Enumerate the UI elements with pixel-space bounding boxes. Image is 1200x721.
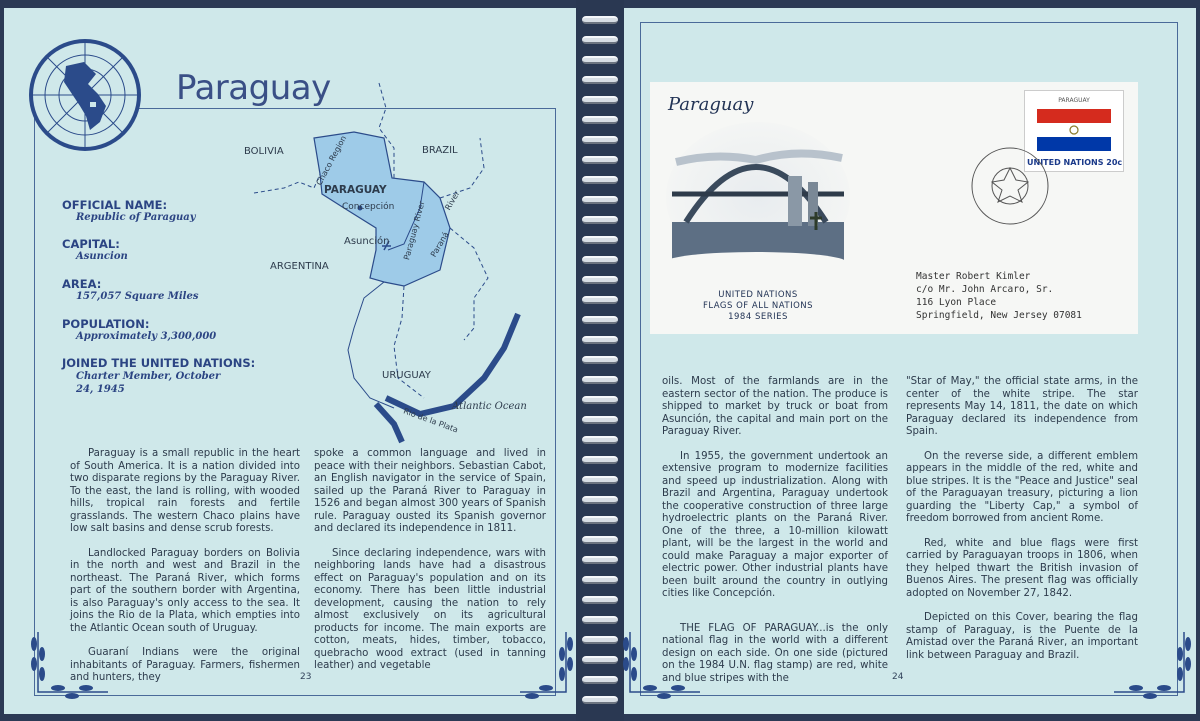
paragraph: On the reverse side, a different emblem appears in the middle of the red, white and blue stripes. It is the "Peace and Justice" seal of the Paraguayan treasury, picturing a lion guarding the "Liberty Cap," a symbol of freedom borrowed from ancient Rome. xyxy=(906,450,1138,524)
map-label-chaco: Chaco Region xyxy=(314,134,349,187)
fact-label: CAPITAL: xyxy=(62,237,120,251)
map-label-paraguay-river: Paraguay River xyxy=(402,200,427,261)
map-label-brazil: BRAZIL xyxy=(422,145,458,156)
map-label-bolivia: BOLIVIA xyxy=(244,146,284,157)
stamp-country: PARAGUAY xyxy=(1058,97,1090,104)
paragraph: In 1955, the government undertook an extensive program to modernize facilities and speed up industrialization. Along with Brazil and Argentina, Paraguay undertook the cooperative construction of three large hydroelectric plants on the Paraná River. One of the three, a 10-million kilowatt plant, will be the largest in the world and could make Paraguay a major exporter of electric power. Other industrial plants have been built around the country in outlying cities like Concepción. xyxy=(662,450,888,599)
paragraph: Depicted on this Cover, bearing the flag stamp of Paraguay, is the Puente de la Amistad over the Paraná River, an important link between Paraguay and Brazil. xyxy=(906,612,1138,661)
fact-value: Charter Member, October 24, 1945 xyxy=(76,371,221,395)
binding-ring xyxy=(582,536,618,544)
binding-ring xyxy=(582,216,618,224)
map-label-parana: Paraná xyxy=(428,230,451,259)
caption-line: FLAGS OF ALL NATIONS xyxy=(702,301,814,311)
page-number: 24 xyxy=(892,672,904,682)
binding-ring xyxy=(582,176,618,184)
binding-ring xyxy=(582,56,618,64)
binding-ring xyxy=(582,636,618,644)
globe-emblem xyxy=(26,36,144,154)
paragraph: Since declaring independence, wars with neighboring lands have had a disastrous effect on Paraguay's population and on its economy. There has been little industrial development, causing the nation to rely almost exclusively on its agricultural products for income. The main exports are cotton, meats, hides, timber, tobacco, quebracho wood extract (used in tanning leather) and vegetable xyxy=(314,547,546,671)
binding-ring xyxy=(582,256,618,264)
paragraph: Red, white and blue flags were first carried by Paraguayan troops in 1806, when they helped thwart the British invasion of Buenos Aires. The present flag was officially adopted on November 27, 1842. xyxy=(906,537,1138,599)
bridge-illustration xyxy=(666,122,850,272)
spiral-binding xyxy=(576,0,624,721)
fact-value: Approximately 3,300,000 xyxy=(76,331,217,342)
binding-ring xyxy=(582,236,618,244)
map-label-uruguay: URUGUAY xyxy=(382,370,431,381)
fact-label: JOINED THE UNITED NATIONS: xyxy=(62,356,256,370)
map-label-atlantic: Atlantic Ocean xyxy=(452,401,527,412)
binding-ring xyxy=(582,436,618,444)
paragraph: THE FLAG OF PARAGUAY...is the only national flag in the world with a different design on each side. On one side (pictured on the 1984 U.N. flag stamp) are red, white and blue stripes with the xyxy=(662,622,888,684)
address-line: c/o Mr. John Arcaro, Sr. xyxy=(916,284,1054,295)
first-day-cover xyxy=(650,82,1138,334)
laurel-ornament-icon xyxy=(28,632,118,702)
laurel-ornament-icon xyxy=(1104,632,1194,702)
binding-ring xyxy=(582,336,618,344)
binding-ring xyxy=(582,656,618,664)
binding-ring xyxy=(582,676,618,684)
paragraph: oils. Most of the farmlands are in the eastern sector of the nation. The produce is shipped to market by truck or boat from Asunción, the capital and main port on the Paraguay River. xyxy=(662,376,888,437)
binding-ring xyxy=(582,496,618,504)
binding-ring xyxy=(582,316,618,324)
left-column-2 xyxy=(314,448,546,685)
map-label-paraguay: PARAGUAY xyxy=(324,184,387,196)
mailing-address xyxy=(916,270,1082,322)
binding-ring xyxy=(582,296,618,304)
fact-label: POPULATION: xyxy=(62,317,150,331)
caption-line: UNITED NATIONS xyxy=(718,290,798,300)
laurel-ornament-icon xyxy=(520,632,576,702)
laurel-ornament-icon xyxy=(620,632,710,702)
binding-ring xyxy=(582,696,618,704)
address-line: 116 Lyon Place xyxy=(916,297,997,308)
binding-ring xyxy=(582,556,618,564)
paragraph: Paraguay is a small republic in the heart of South America. It is a nation divided into two disparate regions by the Paraguay River. To the east, the land is rolling, with wooded hills, tropical rain forests and fertile grasslands. The western Chaco plains have low salt basins and dense scrub forests. xyxy=(70,448,300,534)
map-label-river: River xyxy=(443,189,462,212)
binding-ring xyxy=(582,116,618,124)
address-line: Master Robert Kimler xyxy=(916,271,1031,282)
binding-ring xyxy=(582,416,618,424)
binding-ring xyxy=(582,616,618,624)
binding-ring xyxy=(582,516,618,524)
binding-ring xyxy=(582,16,618,24)
map-label-rio-plata: Rio de la Plata xyxy=(402,406,460,435)
caption-line: 1984 SERIES xyxy=(728,312,788,322)
binding-ring xyxy=(582,376,618,384)
binding-ring xyxy=(582,76,618,84)
binding-ring xyxy=(582,196,618,204)
fact-label: AREA: xyxy=(62,277,102,291)
fact-value: Republic of Paraguay xyxy=(76,212,196,223)
fact-value: 157,057 Square Miles xyxy=(76,291,199,302)
binding-ring xyxy=(582,276,618,284)
paragraph: "Star of May," the official state arms, in the center of the white stripe. The star represents May 14, 1811, the date on which Paraguay declared its independence from Spain. xyxy=(906,376,1138,437)
paragraph: Landlocked Paraguay borders on Bolivia in the north and west and Brazil in the northeast. The Paraná River, which forms part of the southern border with Argentina, is also Paraguay's only access to the sea. It joins the Rio de la Plata, which empties into the Atlantic Ocean south of Uruguay. xyxy=(70,547,300,634)
binding-ring xyxy=(582,156,618,164)
binding-ring xyxy=(582,596,618,604)
binding-ring xyxy=(582,456,618,464)
binding-ring xyxy=(582,476,618,484)
left-page xyxy=(4,8,576,714)
paragraph: Guaraní Indians were the original inhabitants of Paraguay. Farmers, fishermen and hunters, they xyxy=(70,647,300,683)
cover-title: Paraguay xyxy=(668,94,754,115)
postmark-cancellation-icon xyxy=(968,144,1052,228)
cover-caption xyxy=(678,290,838,323)
binding-ring xyxy=(582,576,618,584)
page-number: 23 xyxy=(300,672,312,682)
fact-label: OFFICIAL NAME: xyxy=(62,198,168,212)
binding-ring xyxy=(582,36,618,44)
fact-value: Asuncion xyxy=(76,251,128,262)
page-title: Paraguay xyxy=(176,68,331,108)
binding-ring xyxy=(582,396,618,404)
stamp-denomination: UNITED NATIONS 20c xyxy=(1027,158,1123,167)
map-label-asuncion: Asunción xyxy=(344,236,390,247)
binding-ring xyxy=(582,136,618,144)
address-line: Springfield, New Jersey 07081 xyxy=(916,310,1082,321)
paragraph: spoke a common language and lived in peace with their neighbors. Sebastian Cabot, an English navigator in the service of Spain, sailed up the Paraná River to Paraguay in 1526 and began almost 300 years of Spanish rule. Paraguay ousted its Spanish governor and declared its independence in 1811. xyxy=(314,448,546,534)
binding-ring xyxy=(582,96,618,104)
map-label-argentina: ARGENTINA xyxy=(270,261,329,272)
right-column-2 xyxy=(906,376,1138,674)
map-label-concepcion: Concepción xyxy=(342,202,395,212)
binding-ring xyxy=(582,356,618,364)
